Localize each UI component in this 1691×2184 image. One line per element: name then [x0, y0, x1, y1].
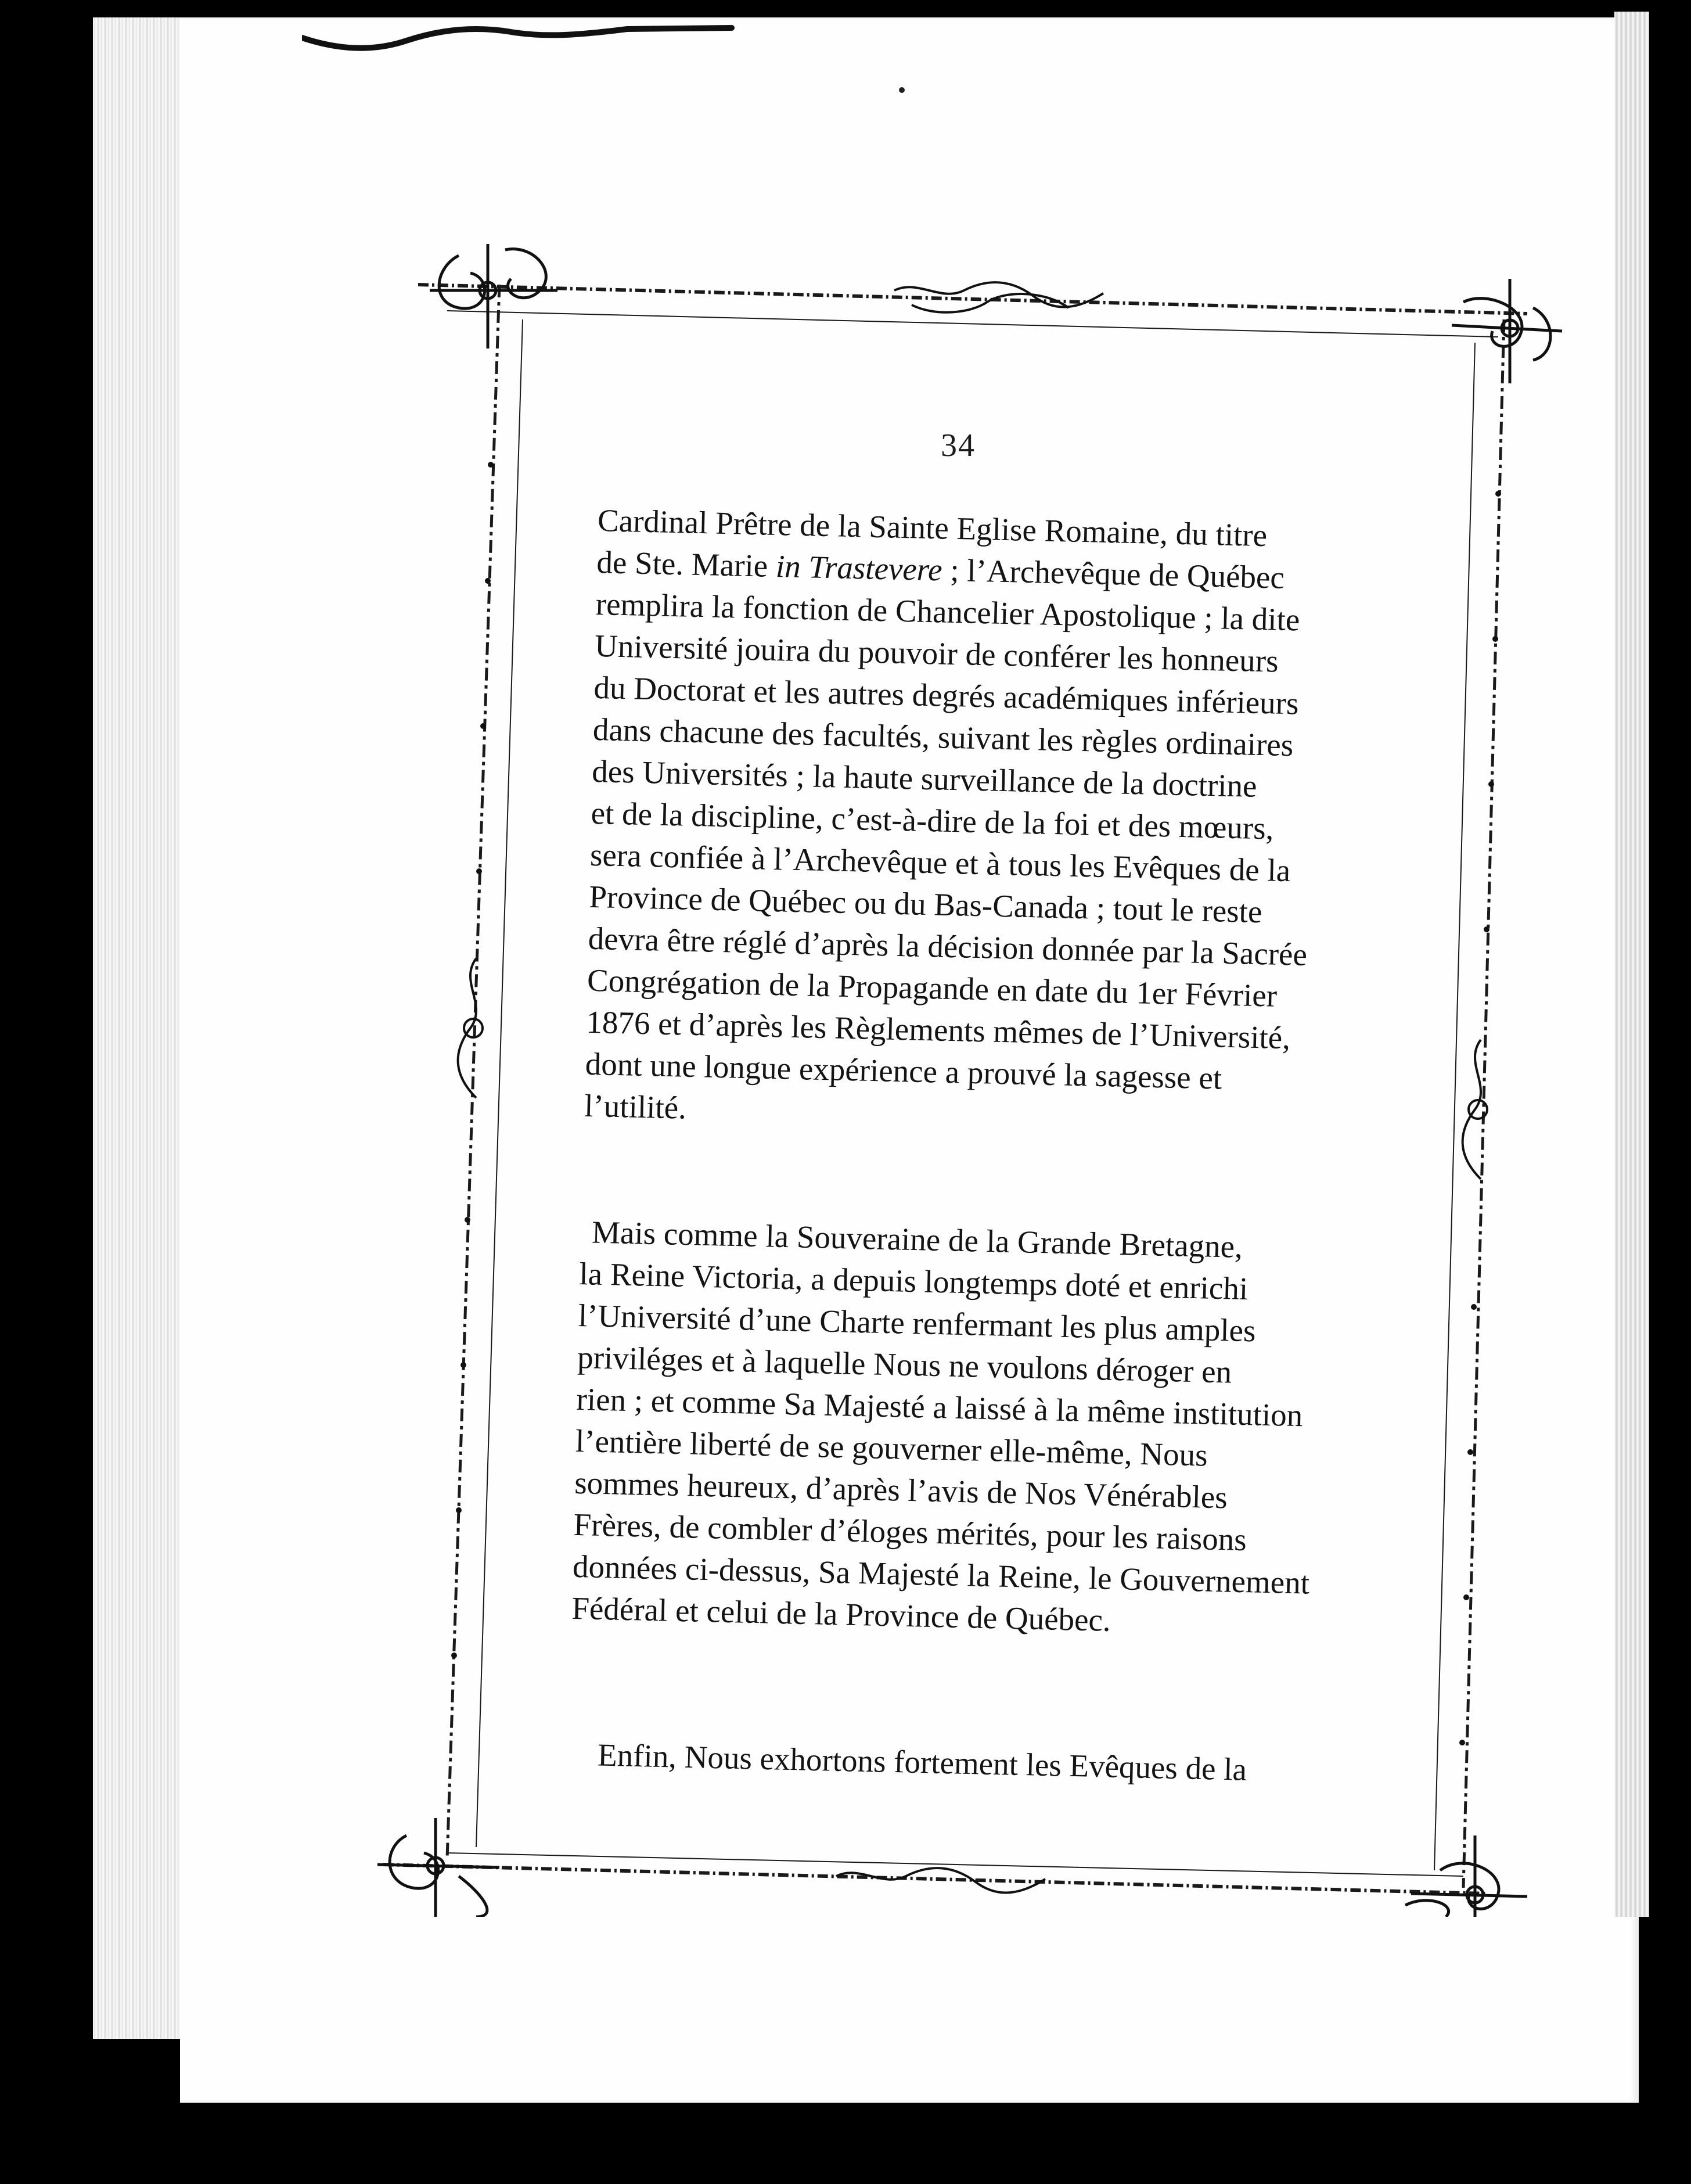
text-line: l’utilité.	[584, 1087, 687, 1126]
text-line: Université jouira du pouvoir de conférer les honneurs	[594, 627, 1279, 679]
text-line: Province de Québec ou du Bas-Canada ; tout le reste	[588, 878, 1263, 930]
text-line: des Universités ; la haute surveillance de la doctrine	[591, 753, 1258, 804]
ink-smudge-mark	[302, 17, 743, 52]
text-line: devra être réglé d’après la décision donnée par la Sacrée	[588, 920, 1308, 972]
text-line: sera confiée à l’Archevêque et à tous les Evêques de la	[589, 836, 1291, 889]
text-line: sommes heureux, d’après l’avis de Nos Vénérables	[574, 1464, 1228, 1515]
paragraph-2	[571, 1211, 1347, 1647]
text-line: remplira la fonction de Chancelier Apostolique ; la dite	[595, 585, 1300, 638]
text-line: Mais comme la Souveraine de la Grande Bretagne,	[591, 1214, 1243, 1265]
text-line: dont une longue expérience a prouvé la sagesse et	[585, 1046, 1222, 1096]
text-line: priviléges et à laquelle Nous ne voulons déroger en	[577, 1339, 1232, 1390]
page-number: 34	[941, 428, 976, 464]
italic-phrase: in Trastevere	[775, 548, 943, 588]
text-line: Enfin, Nous exhortons fortement les Evêques de la	[597, 1737, 1247, 1787]
text-line: du Doctorat et les autres degrés académiques inférieurs	[593, 669, 1300, 721]
text-line: la Reine Victoria, a depuis longtemps doté et enrichi	[578, 1255, 1249, 1307]
text-line: de Ste. Marie in Trastevere ; l’Archevêque de Québec	[596, 544, 1285, 595]
ink-dot	[899, 87, 905, 93]
text-line: Fédéral et celui de la Province de Québec.	[571, 1590, 1111, 1638]
right-page-edge	[1614, 12, 1649, 1917]
text-line: Cardinal Prêtre de la Sainte Eglise Romaine, du titre	[597, 502, 1268, 554]
text-line: Congrégation de la Propagande en date du 1er Février	[587, 962, 1278, 1014]
text-line: l’entière liberté de se gouverner elle-même, Nous	[575, 1423, 1208, 1473]
text-line: l’Université d’une Charte renfermant les plus amples	[578, 1297, 1257, 1349]
text-line: 1876 et d’après les Règlements mêmes de l’Université,	[585, 1004, 1291, 1056]
paragraph-1	[584, 500, 1364, 1144]
text-line: dans chacune des facultés, suivant les règles ordinaires	[592, 711, 1294, 763]
text-line: et de la discipline, c’est-à-dire de la foi et des mœurs,	[591, 795, 1275, 846]
text-line: Frères, de combler d’éloges mérités, pour les raisons	[573, 1506, 1247, 1558]
text-line: rien ; et comme Sa Majesté a laissé à la même institution	[575, 1381, 1303, 1434]
text-line: données ci-dessus, Sa Majesté la Reine, le Gouvernement	[572, 1548, 1310, 1601]
